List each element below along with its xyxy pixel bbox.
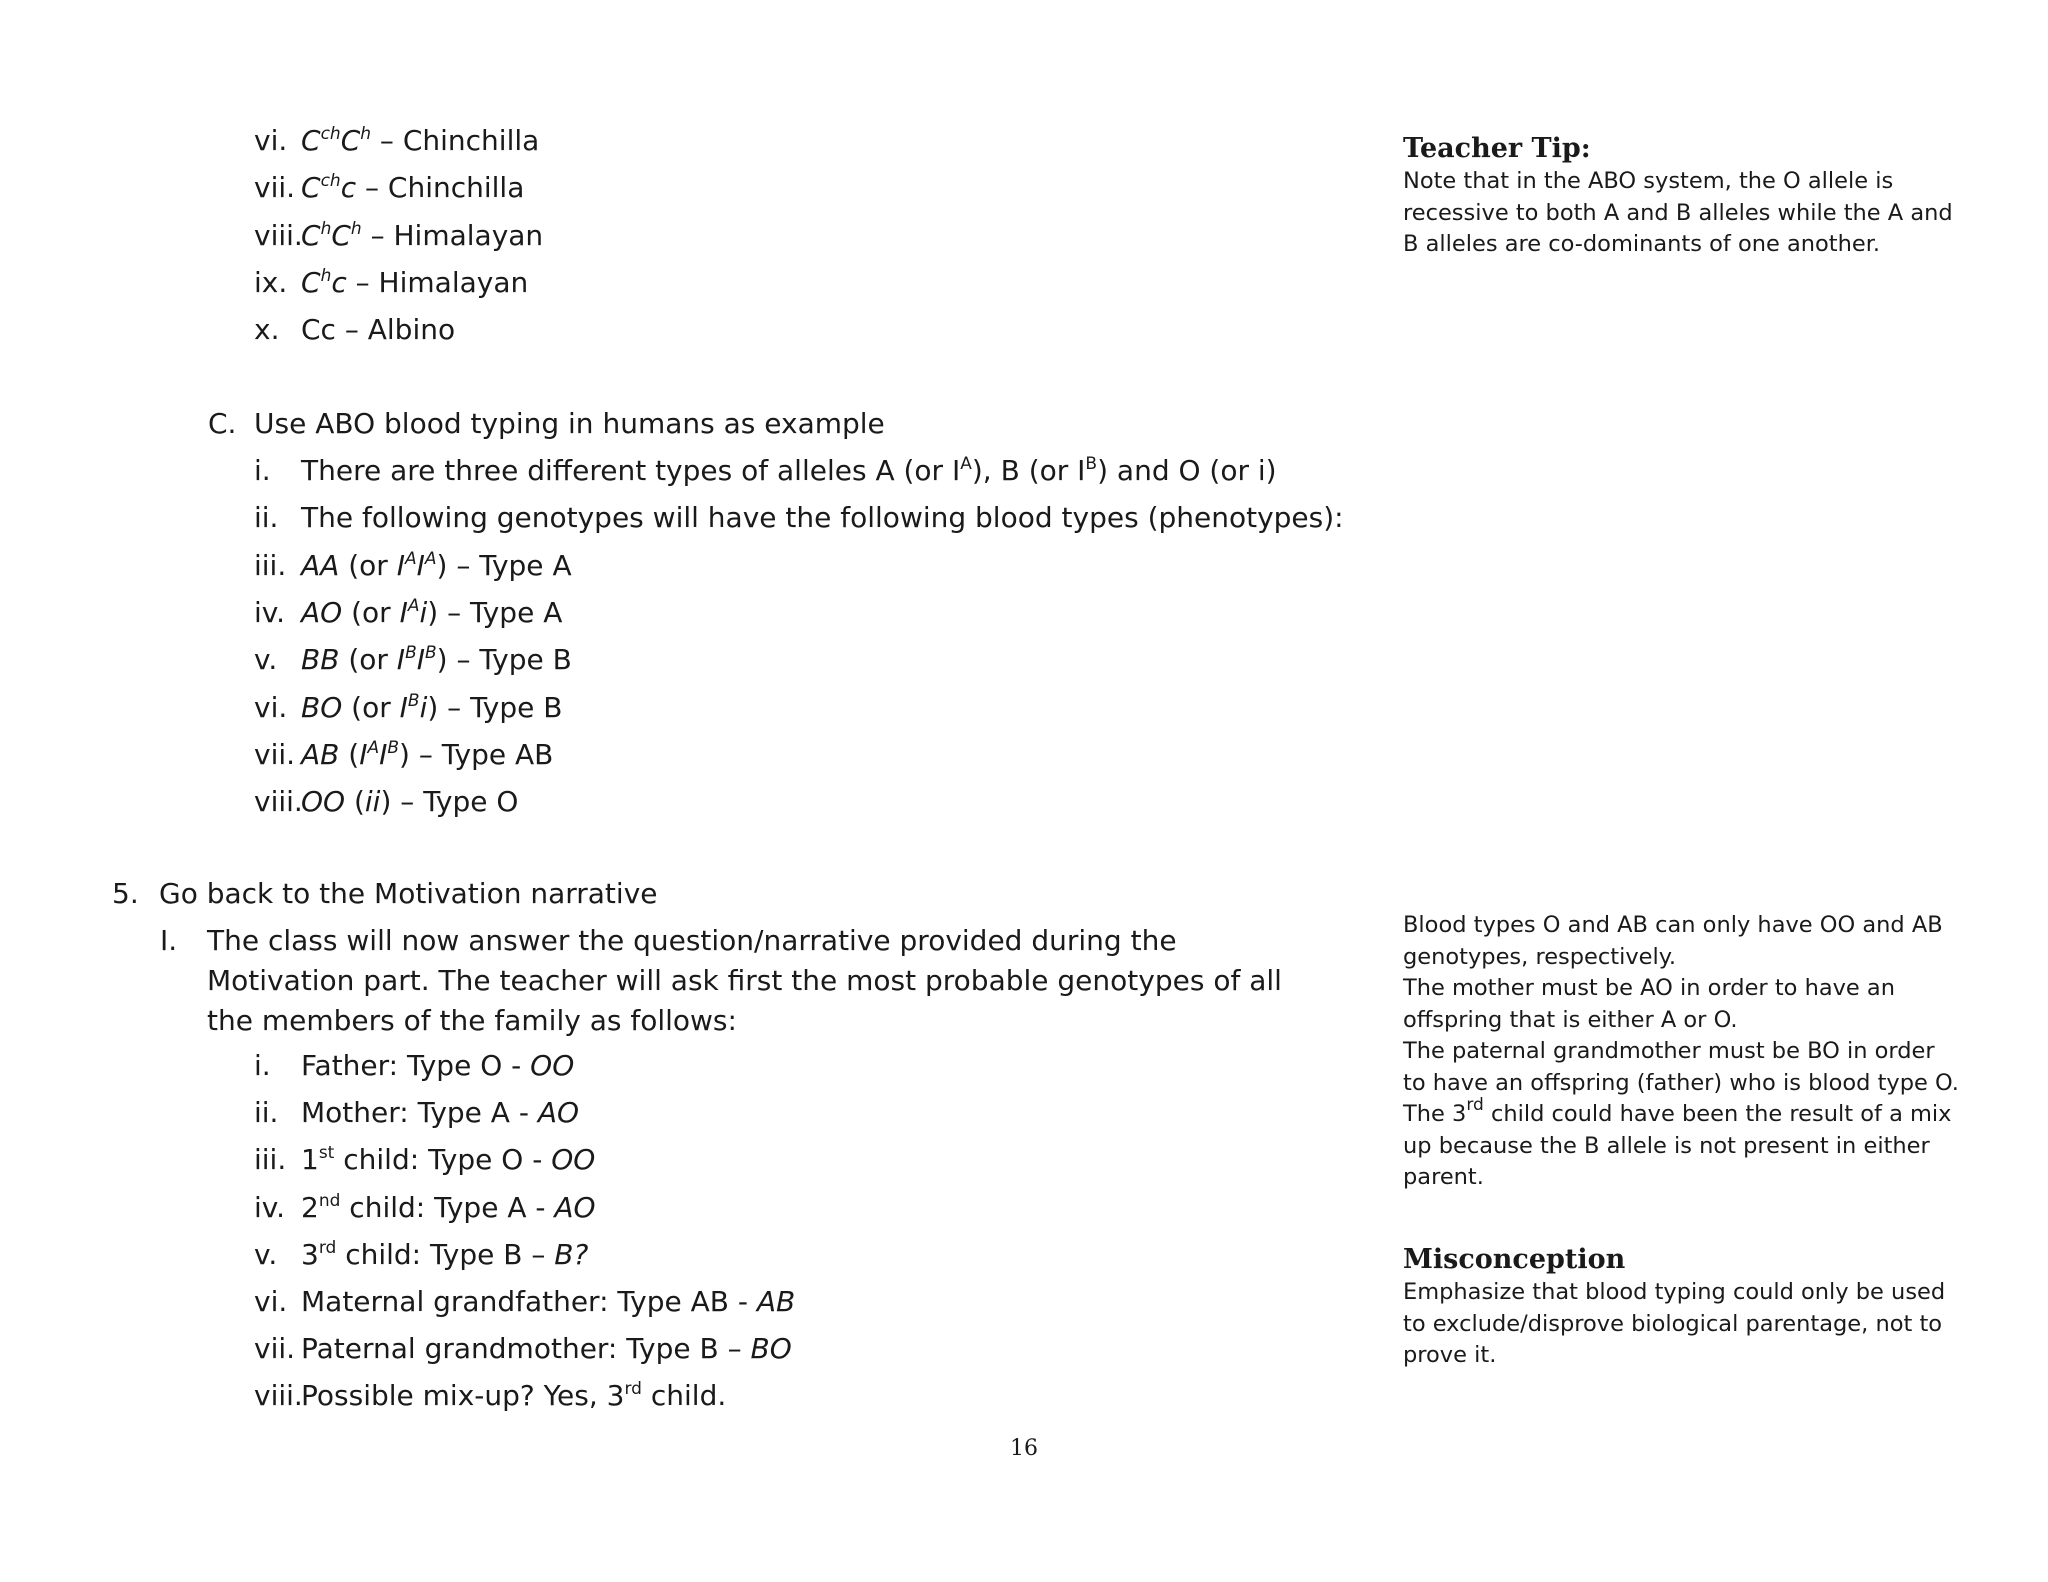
coat-color-item <box>254 263 1454 303</box>
section-c-text: Use ABO blood typing in humans as example <box>254 407 885 440</box>
text-run: Blood types O and AB can only have OO and AB genotypes, respectively. <box>1403 912 1943 970</box>
text-run: i <box>419 595 428 629</box>
list-number: x. <box>254 313 280 347</box>
text-run: C <box>340 124 361 157</box>
text-run: ) – Type AB <box>399 737 554 771</box>
text-run: 3 <box>301 1237 319 1271</box>
superscript: h <box>320 218 332 239</box>
text-run: I <box>359 737 368 771</box>
step-5-subitem <box>160 921 1360 1041</box>
section-c-letter: C. <box>208 407 237 440</box>
text-run: AA <box>301 548 340 582</box>
text-run: child could have been the result of a mix up because the B allele is not present in either parent. <box>1403 1101 1952 1190</box>
text-run: The mother must be AO in order to have an offspring that is either A or O. <box>1403 975 1895 1033</box>
misconception-text: Emphasize that blood typing could only be used to exclude/disprove biological parentage, not to prove it. <box>1403 1279 1946 1368</box>
text-run: BO <box>301 690 343 724</box>
text-run: C <box>301 124 321 157</box>
step-5-text: Go back to the Motivation narrative <box>159 877 658 910</box>
blood-type-item <box>254 688 1454 728</box>
family-member-item <box>254 1282 1454 1322</box>
list-text <box>301 1093 579 1133</box>
answer-note <box>1403 1036 1963 1099</box>
superscript: h <box>350 218 362 239</box>
blood-type-item <box>254 782 1454 822</box>
family-member-item <box>254 1329 1454 1369</box>
text-run: AB <box>756 1285 796 1318</box>
list-text <box>301 593 562 633</box>
text-run: OO <box>301 785 346 819</box>
text-run: (or <box>342 690 400 724</box>
text-run: 2 <box>301 1190 319 1224</box>
text-run: BO <box>750 1332 792 1366</box>
superscript: B <box>405 643 417 664</box>
list-text <box>301 263 528 303</box>
list-number: vi. <box>254 1285 288 1318</box>
list-number: ii. <box>254 1096 279 1130</box>
superscript: A <box>424 548 437 569</box>
list-number: v. <box>254 643 278 677</box>
text-run: AO <box>554 1190 596 1224</box>
list-text <box>301 498 1344 538</box>
text-run: C <box>301 265 321 299</box>
text-run: I <box>396 548 405 582</box>
step-5-number: 5. <box>112 877 139 910</box>
list-text <box>301 310 455 350</box>
text-run: child: Type A - <box>340 1190 555 1224</box>
text-run: ) – Type B <box>436 643 572 677</box>
family-member-item <box>254 1046 1454 1086</box>
list-text <box>301 688 563 728</box>
coat-color-item <box>254 121 1454 161</box>
superscript: B <box>407 690 420 711</box>
list-text <box>301 735 553 775</box>
superscript: st <box>318 1143 335 1164</box>
text-run: I <box>416 643 425 677</box>
text-run: ) – Type A <box>436 548 572 582</box>
text-run: – Himalayan <box>361 218 544 252</box>
list-number: v. <box>254 1237 278 1271</box>
step-5-heading <box>112 874 1362 914</box>
coat-color-item <box>254 216 1454 256</box>
text-run: ) – Type A <box>427 595 563 629</box>
text-run: ii <box>364 785 381 819</box>
list-number: vi. <box>254 690 288 724</box>
family-member-item <box>254 1376 1454 1416</box>
list-number: iv. <box>254 1190 286 1224</box>
list-text <box>301 1329 792 1369</box>
text-run: – Chinchilla <box>356 171 525 205</box>
text-run: ) – Type B <box>427 690 563 724</box>
list-number: iii. <box>254 548 287 582</box>
text-run: BB <box>301 643 340 677</box>
superscript: ch <box>320 124 341 144</box>
superscript: A <box>404 548 417 569</box>
list-number: viii. <box>254 218 303 252</box>
superscript: ch <box>320 171 341 192</box>
list-number: iv. <box>254 595 286 629</box>
text-run: I <box>396 643 406 677</box>
text-run: 1 <box>301 1143 319 1177</box>
text-run: (or <box>339 643 397 677</box>
text-run: I <box>379 737 388 771</box>
text-run: (or <box>342 595 400 629</box>
text-run: The following genotypes will have the following blood types (phenotypes): <box>301 501 1344 535</box>
teacher-tip-title: Teacher Tip: <box>1403 133 1591 164</box>
answer-notes <box>1403 910 1963 1194</box>
misconception-title: Misconception <box>1403 1244 1626 1275</box>
list-number: viii. <box>254 785 303 819</box>
text-run: ) – Type O <box>380 785 519 819</box>
list-number: iii. <box>254 1143 287 1177</box>
blood-type-item <box>254 640 1454 680</box>
superscript: rd <box>1466 1095 1484 1115</box>
list-text <box>301 546 572 586</box>
text-run: C <box>301 171 321 205</box>
superscript: A <box>407 595 420 616</box>
text-run: OO <box>530 1049 575 1082</box>
text-run: Father: Type O - <box>301 1049 531 1082</box>
list-text <box>301 640 572 680</box>
text-run: AB <box>301 737 340 771</box>
blood-type-item <box>254 546 1454 586</box>
superscript: rd <box>624 1379 642 1400</box>
superscript: h <box>320 265 332 286</box>
blood-type-item <box>254 735 1454 775</box>
list-text <box>301 1140 595 1180</box>
family-member-item <box>254 1140 1454 1180</box>
text-run: Mother: Type A - <box>301 1096 538 1130</box>
text-run: The paternal grandmother must be BO in order to have an offspring (father) who is blood type O. <box>1403 1038 1959 1096</box>
superscript: A <box>367 737 380 758</box>
text-run: ( <box>339 737 360 771</box>
list-number: vii. <box>254 1332 296 1366</box>
list-text <box>301 1235 588 1275</box>
family-member-item <box>254 1235 1454 1275</box>
text-run: ) and O (or i) <box>1097 454 1277 487</box>
list-text <box>301 1282 795 1322</box>
blood-type-item <box>254 451 1454 491</box>
text-run: Maternal grandfather: Type AB - <box>301 1285 757 1318</box>
teacher-tip-text: Note that in the ABO system, the O allele is recessive to both A and B alleles while the A and B alleles are co-dominants of one another. <box>1403 168 1953 257</box>
list-text <box>301 1046 574 1086</box>
answer-note <box>1403 1095 1963 1194</box>
list-text <box>301 451 1277 491</box>
list-text <box>301 216 543 256</box>
text-run: There are three different types of alleles A (or I <box>301 454 961 487</box>
answer-note <box>1403 973 1963 1036</box>
text-run: c <box>340 171 357 205</box>
text-run: – Himalayan <box>346 265 529 299</box>
text-run: Cc – Albino <box>301 313 456 347</box>
text-run: ( <box>345 785 365 819</box>
text-run: I <box>399 595 408 629</box>
text-run: ), B (or I <box>971 454 1086 487</box>
list-number: i. <box>254 1049 271 1082</box>
text-run: OO <box>551 1143 596 1177</box>
text-run: (or <box>339 548 397 582</box>
superscript: h <box>360 124 372 144</box>
coat-color-item <box>254 168 1454 208</box>
text-run: I <box>416 548 425 582</box>
family-member-item <box>254 1188 1454 1228</box>
text-run: child: Type O - <box>334 1143 552 1177</box>
misconception-box <box>1403 1243 1963 1372</box>
superscript: rd <box>318 1237 337 1258</box>
list-text <box>301 1188 596 1228</box>
list-number: vi. <box>254 124 288 157</box>
text-run: – Chinchilla <box>371 124 540 157</box>
superscript: nd <box>318 1190 341 1211</box>
section-c-heading <box>208 404 1358 444</box>
blood-type-item <box>254 498 1454 538</box>
text-run: Possible mix-up? Yes, 3 <box>301 1379 625 1413</box>
text-run: I <box>399 690 408 724</box>
step-5-sub-number: I. <box>160 924 178 957</box>
list-text <box>301 168 524 208</box>
blood-type-item <box>254 593 1454 633</box>
text-run: Paternal grandmother: Type B – <box>301 1332 751 1366</box>
superscript: B <box>425 643 437 664</box>
list-number: i. <box>254 454 271 487</box>
list-number: ii. <box>254 501 279 535</box>
text-run: C <box>331 218 351 252</box>
text-run: child: Type B – <box>336 1237 555 1271</box>
coat-color-item <box>254 310 1454 350</box>
list-text <box>301 782 518 822</box>
text-run: B? <box>554 1237 589 1271</box>
superscript: A <box>960 454 972 474</box>
superscript: B <box>387 737 400 758</box>
step-5-sub-text: The class will now answer the question/narrative provided during the Motivation part. The teacher will ask first the most probable genotypes of all the members of the family as follows: <box>207 924 1282 1037</box>
teacher-tip-box <box>1403 132 1963 261</box>
list-number: vii. <box>254 737 296 771</box>
text-run: C <box>301 218 321 252</box>
text-run: i <box>419 690 428 724</box>
list-number: viii. <box>254 1379 303 1413</box>
list-text <box>301 121 539 161</box>
family-member-item <box>254 1093 1454 1133</box>
text-run: child. <box>641 1379 727 1413</box>
list-number: vii. <box>254 171 296 205</box>
text-run: AO <box>301 595 343 629</box>
text-run: c <box>331 265 347 299</box>
page-number: 16 <box>1010 1436 1038 1461</box>
list-number: ix. <box>254 265 288 299</box>
superscript: B <box>1085 454 1098 474</box>
text-run: AO <box>537 1096 580 1130</box>
list-text <box>301 1376 726 1416</box>
answer-note <box>1403 910 1963 973</box>
text-run: The 3 <box>1403 1101 1467 1127</box>
